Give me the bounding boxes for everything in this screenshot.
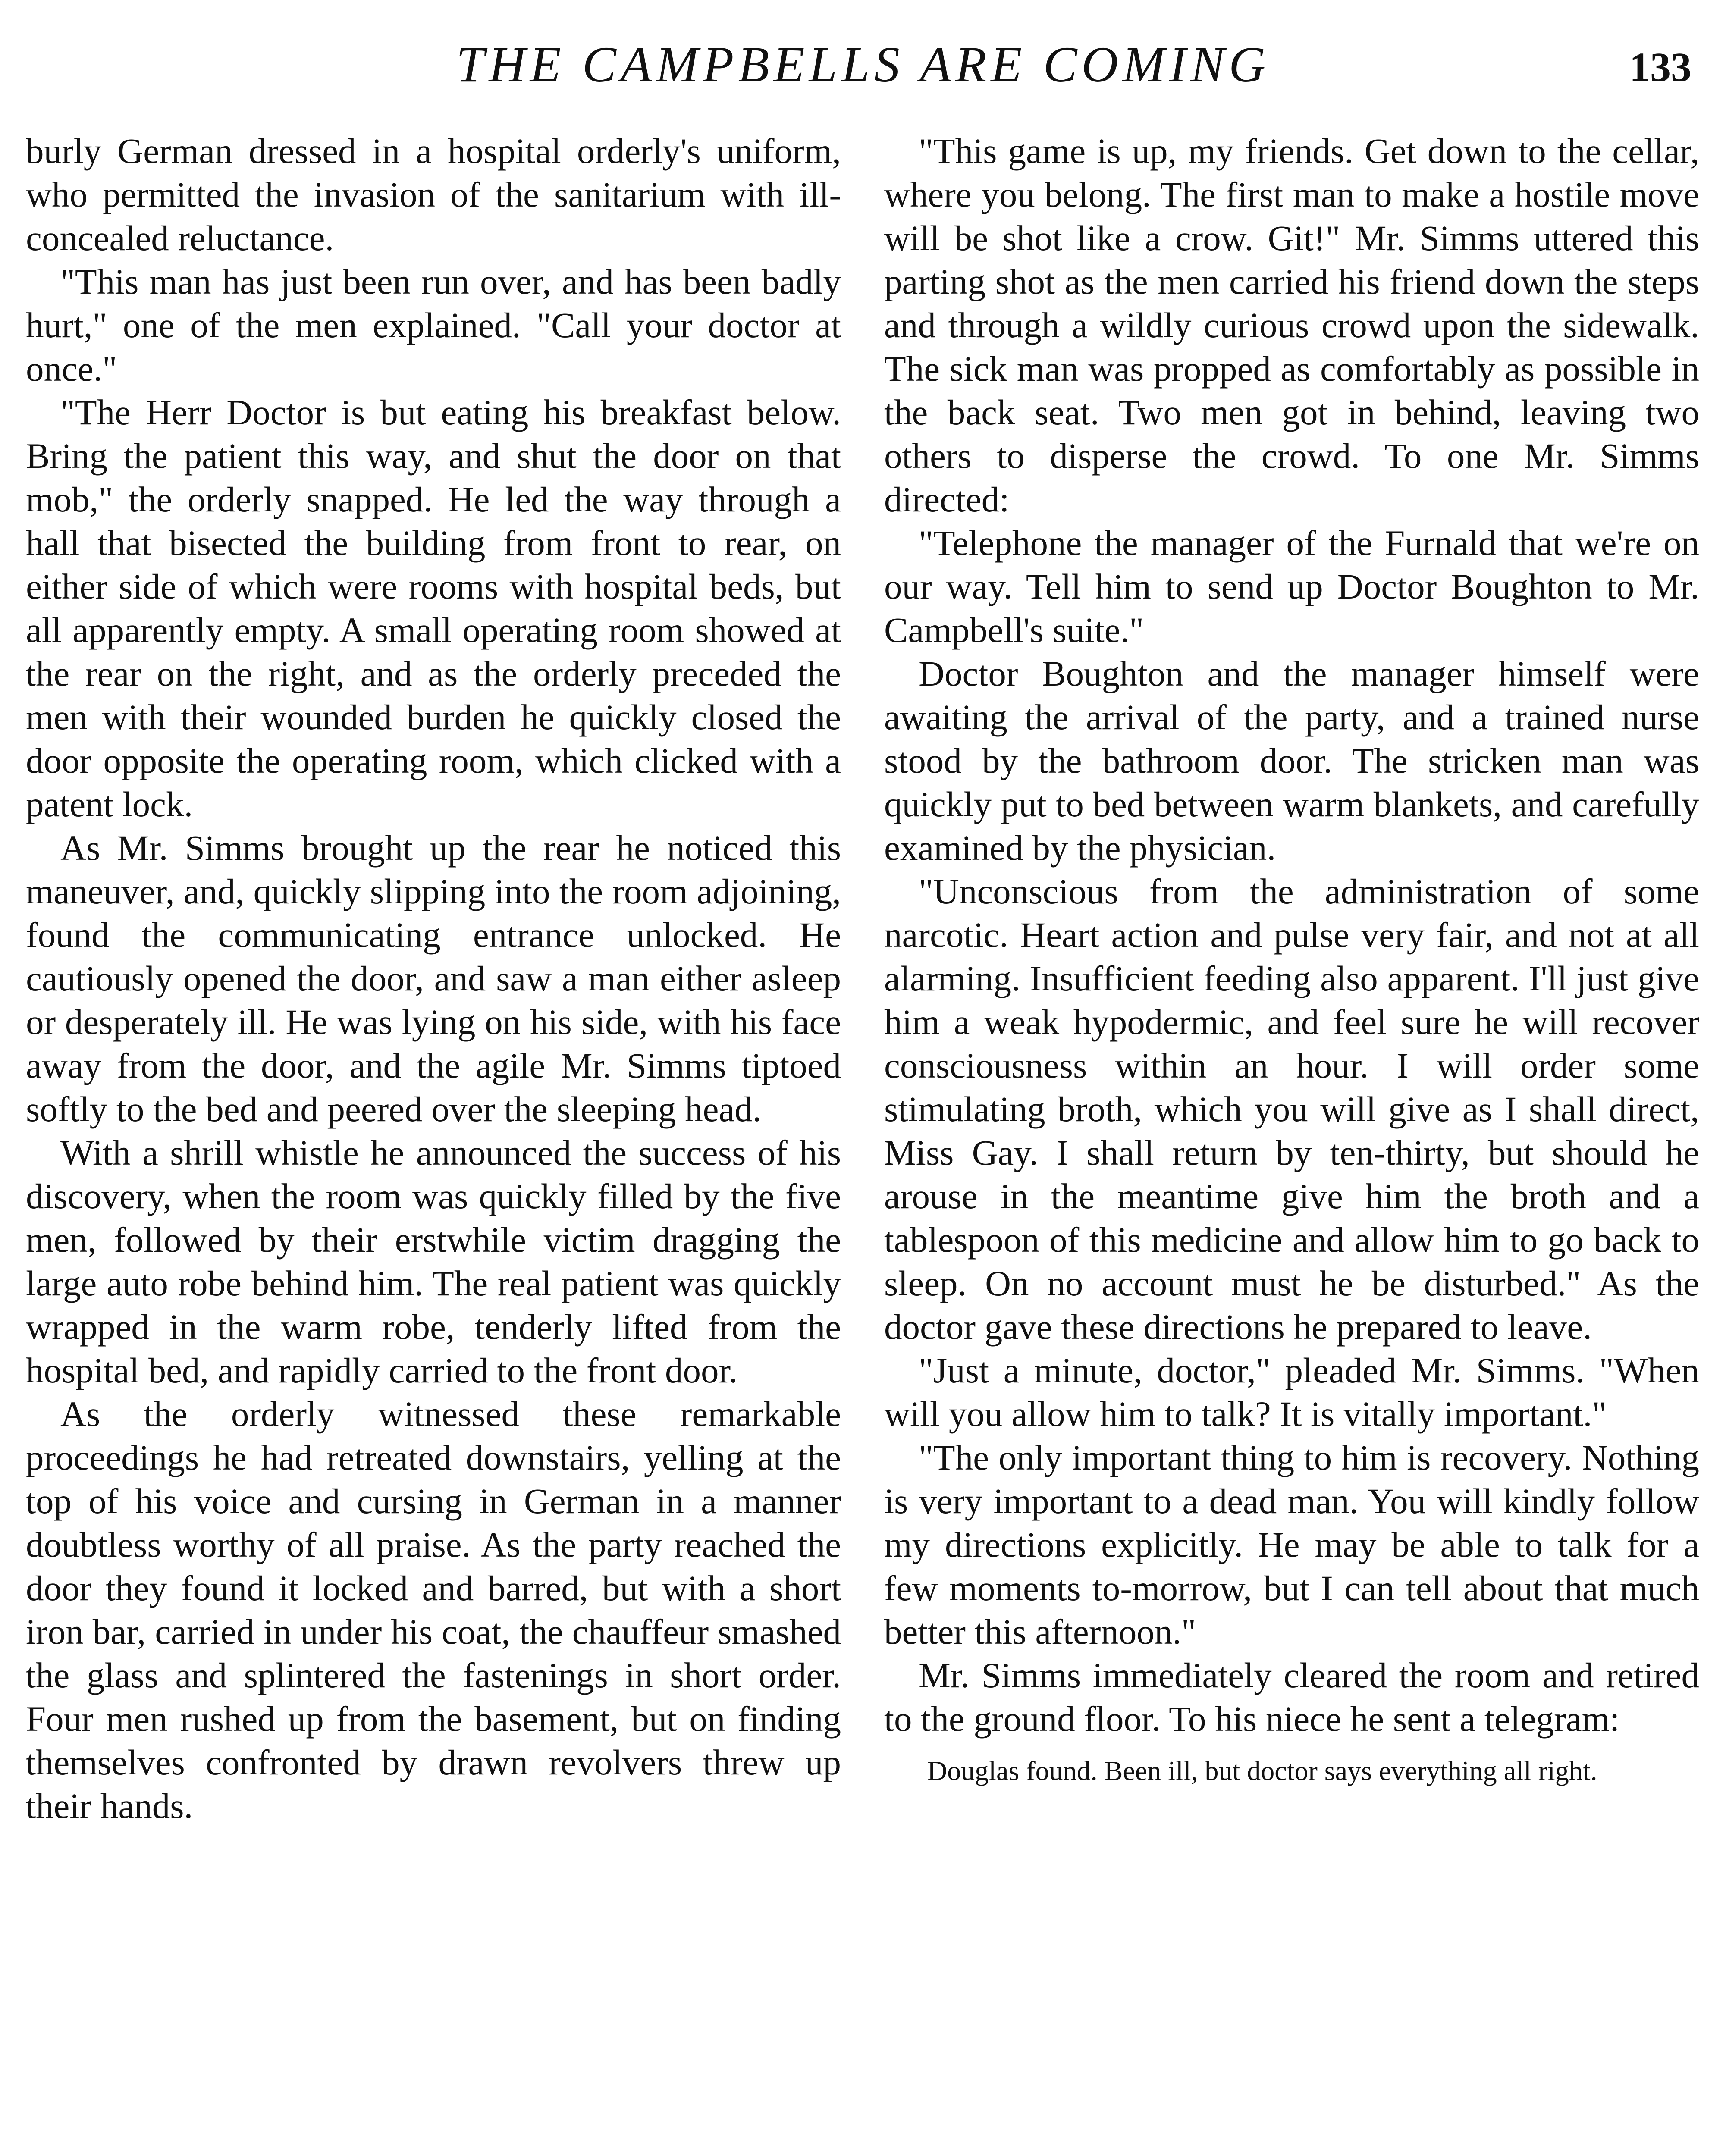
- right-column: [884, 129, 1699, 2156]
- page-number: 133: [1629, 44, 1691, 90]
- paragraph: "This game is up, my friends. Get down to the cellar, where you belong. The first man to make a hostile move will be shot like a crow. Git!" Mr. Simms uttered this parting shot as the men carried his friend down the steps and through a wildly curious crowd upon the sidewalk. The sick man was propped as comfortably as possible in the back seat. Two men got in behind, leaving two others to disperse the crowd. To one Mr. Simms directed:: [884, 131, 1699, 519]
- paragraph: Doctor Boughton and the manager himself were awaiting the arrival of the party, and a trained nurse stood by the bathroom door. The stricken man was quickly put to bed between warm blankets, and carefully examined by the physician.: [884, 654, 1699, 868]
- running-title: THE CAMPBELLS ARE COMING: [456, 36, 1270, 93]
- left-column: [26, 129, 841, 2156]
- paragraph: As Mr. Simms brought up the rear he noticed this maneuver, and, quickly slipping into the room adjoining, found the communicating entrance unlocked. He cautiously opened the door, and saw a man either asleep or desperately ill. He was lying on his side, with his face away from the door, and the agile Mr. Simms tiptoed softly to the bed and peered over the sleeping head.: [26, 828, 841, 1129]
- paragraph: "Unconscious from the administration of some narcotic. Heart action and pulse very fair, and not at all alarming. Insufficient feeding also apparent. I'll just give him a weak hypodermic, and feel sure he will recover consciousness within an hour. I will order some stimulating broth, which you will give as I shall direct, Miss Gay. I shall return by ten-thirty, but should he arouse in the meantime give him the broth and a tablespoon of this medicine and allow him to go back to sleep. On no account must he be disturbed." As the doctor gave these directions he prepared to leave.: [884, 871, 1699, 1347]
- paragraph: As the orderly witnessed these remarkable proceedings he had retreated downstairs, yelling at the top of his voice and cursing in German in a manner doubtless worthy of all praise. As the party reached the door they found it locked and barred, but with a short iron bar, carried in under his coat, the chauffeur smashed the glass and splintered the fastenings in short order. Four men rushed up from the basement, but on finding themselves confronted by drawn revolvers threw up their hands.: [26, 1394, 841, 1826]
- paragraph: With a shrill whistle he announced the success of his discovery, when the room was quickly filled by the five men, followed by their erstwhile victim dragging the large auto robe behind him. The real patient was quickly wrapped in the warm robe, tenderly lifted from the hospital bed, and rapidly carried to the front door.: [26, 1133, 841, 1390]
- paragraph: "The Herr Doctor is but eating his breakfast below. Bring the patient this way, and shut the door on that mob," the orderly snapped. He led the way through a hall that bisected the building from front to rear, on either side of which were rooms with hospital beds, but all apparently empty. A small operating room showed at the rear on the right, and as the orderly preceded the men with their wounded burden he quickly closed the door opposite the operating room, which clicked with a patent lock.: [26, 392, 841, 824]
- paragraph: "Telephone the manager of the Furnald that we're on our way. Tell him to send up Doctor Boughton to Mr. Campbell's suite.": [884, 523, 1699, 650]
- paragraph: burly German dressed in a hospital orderly's uniform, who permitted the invasion of the sanitarium with ill-concealed reluctance.: [26, 131, 841, 258]
- paragraph: "This man has just been run over, and has been badly hurt," one of the men explained. "Call your doctor at once.": [26, 262, 841, 389]
- telegram-text: Douglas found. Been ill, but doctor says everything all right.: [927, 1755, 1597, 1786]
- paragraph: "Just a minute, doctor," pleaded Mr. Simms. "When will you allow him to talk? It is vitally important.": [884, 1351, 1699, 1434]
- paragraph: "The only important thing to him is recovery. Nothing is very important to a dead man. You will kindly follow my directions explicitly. He may be able to talk for a few moments to-morrow, but I can tell about that much better this afternoon.": [884, 1438, 1699, 1651]
- page-header: [0, 34, 1726, 95]
- paragraph: Mr. Simms immediately cleared the room and retired to the ground floor. To his niece he sent a telegram:: [884, 1655, 1699, 1739]
